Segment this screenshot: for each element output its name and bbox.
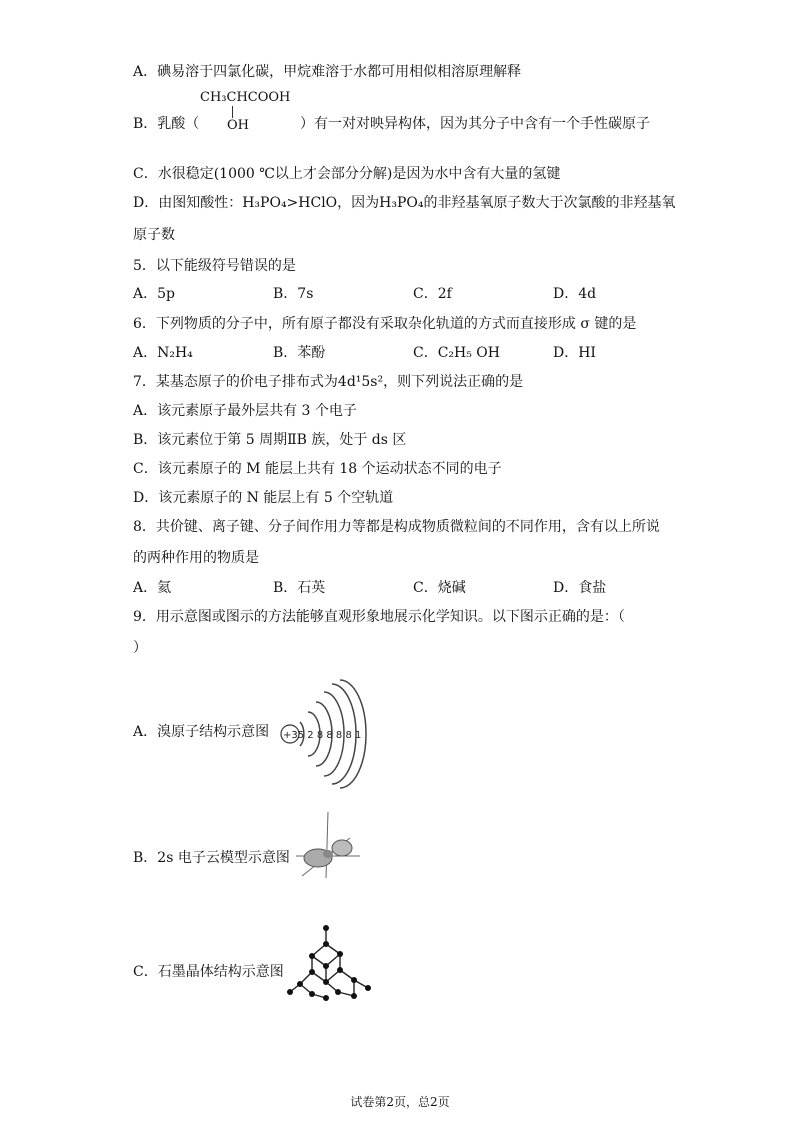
q4-option-a: A．碘易溶于四氯化碳，甲烷难溶于水都可用相似相溶原理解释 <box>133 64 522 80</box>
q7-stem: 7．某基态原子的价电子排布式为4d¹5s²，则下列说法正确的是 <box>133 374 524 390</box>
q4-option-d-line1: D．由图知酸性：H₃PO₄>HClO，因为H₃PO₄的非羟基氧原子数大于次氯酸的非羟基氧 <box>133 195 676 211</box>
crystal-structure-diagram <box>284 922 376 1004</box>
q7-option-c: C．该元素原子的 M 能层上共有 18 个运动状态不同的电子 <box>133 461 502 477</box>
q7-option-a: A．该元素原子最外层共有 3 个电子 <box>133 403 357 419</box>
q5-stem: 5．以下能级符号错误的是 <box>133 258 296 274</box>
q4-option-b-prefix: B．乳酸（ <box>133 116 200 132</box>
lactic-acid-formula-top: CH₃CHCOOH <box>200 90 291 105</box>
q5-option-d: D．4d <box>553 286 597 302</box>
q6-option-d: D．HI <box>553 345 596 361</box>
q6-option-b: B．苯酚 <box>273 345 326 361</box>
q9-option-b: B．2s 电子云模型示意图 <box>133 850 290 866</box>
q5-option-c: C．2f <box>413 286 452 302</box>
q8-stem-line2: 的两种作用的物质是 <box>133 550 259 566</box>
q8-option-a: A．氦 <box>133 580 172 596</box>
q7-option-d: D．该元素原子的 N 能层上有 5 个空轨道 <box>133 490 394 506</box>
q9-stem-line2: ） <box>133 640 147 656</box>
q8-option-d: D．食盐 <box>553 580 607 596</box>
q9-option-a: A．溴原子结构示意图 <box>133 724 270 740</box>
q8-stem-line1: 8．共价键、离子键、分子间作用力等都是构成物质微粒间的不同作用，含有以上所说 <box>133 519 660 535</box>
q6-option-a: A．N₂H₄ <box>133 345 193 361</box>
bromine-atom-label: +35 2 8 8 8 8 1 <box>283 730 362 741</box>
q8-option-c: C．烧碱 <box>413 580 466 596</box>
q4-option-d-line2: 原子数 <box>133 227 175 243</box>
q4-option-b-suffix: ）有一对对映异构体，因为其分子中含有一个手性碳原子 <box>300 116 650 132</box>
q8-option-b: B．石英 <box>273 580 326 596</box>
q5-option-b: B．7s <box>273 286 314 302</box>
q8-options <box>133 578 653 598</box>
q4-option-c: C．水很稳定(1000 ℃以上才会部分分解)是因为水中含有大量的氢键 <box>133 166 561 182</box>
electron-cloud-diagram <box>292 808 364 884</box>
q9-stem-line1: 9．用示意图或图示的方法能够直观形象地展示化学知识。以下图示正确的是：（ <box>133 609 625 625</box>
bromine-atom-diagram <box>278 678 370 790</box>
q7-option-b: B．该元素位于第 5 周期ⅡB 族，处于 ds 区 <box>133 432 407 448</box>
q6-option-c: C．C₂H₅ OH <box>413 345 500 361</box>
q6-options <box>133 343 653 363</box>
lactic-acid-formula-bottom: OH <box>227 118 249 133</box>
q6-stem: 6．下列物质的分子中，所有原子都没有采取杂化轨道的方式而直接形成 σ 键的是 <box>133 316 637 332</box>
page-footer: 试卷第2页，总2页 <box>350 1095 450 1109</box>
q9-option-c: C．石墨晶体结构示意图 <box>133 964 284 980</box>
q5-option-a: A．5p <box>133 286 175 302</box>
lactic-acid-bond-line <box>232 106 233 118</box>
q5-options <box>133 284 653 304</box>
